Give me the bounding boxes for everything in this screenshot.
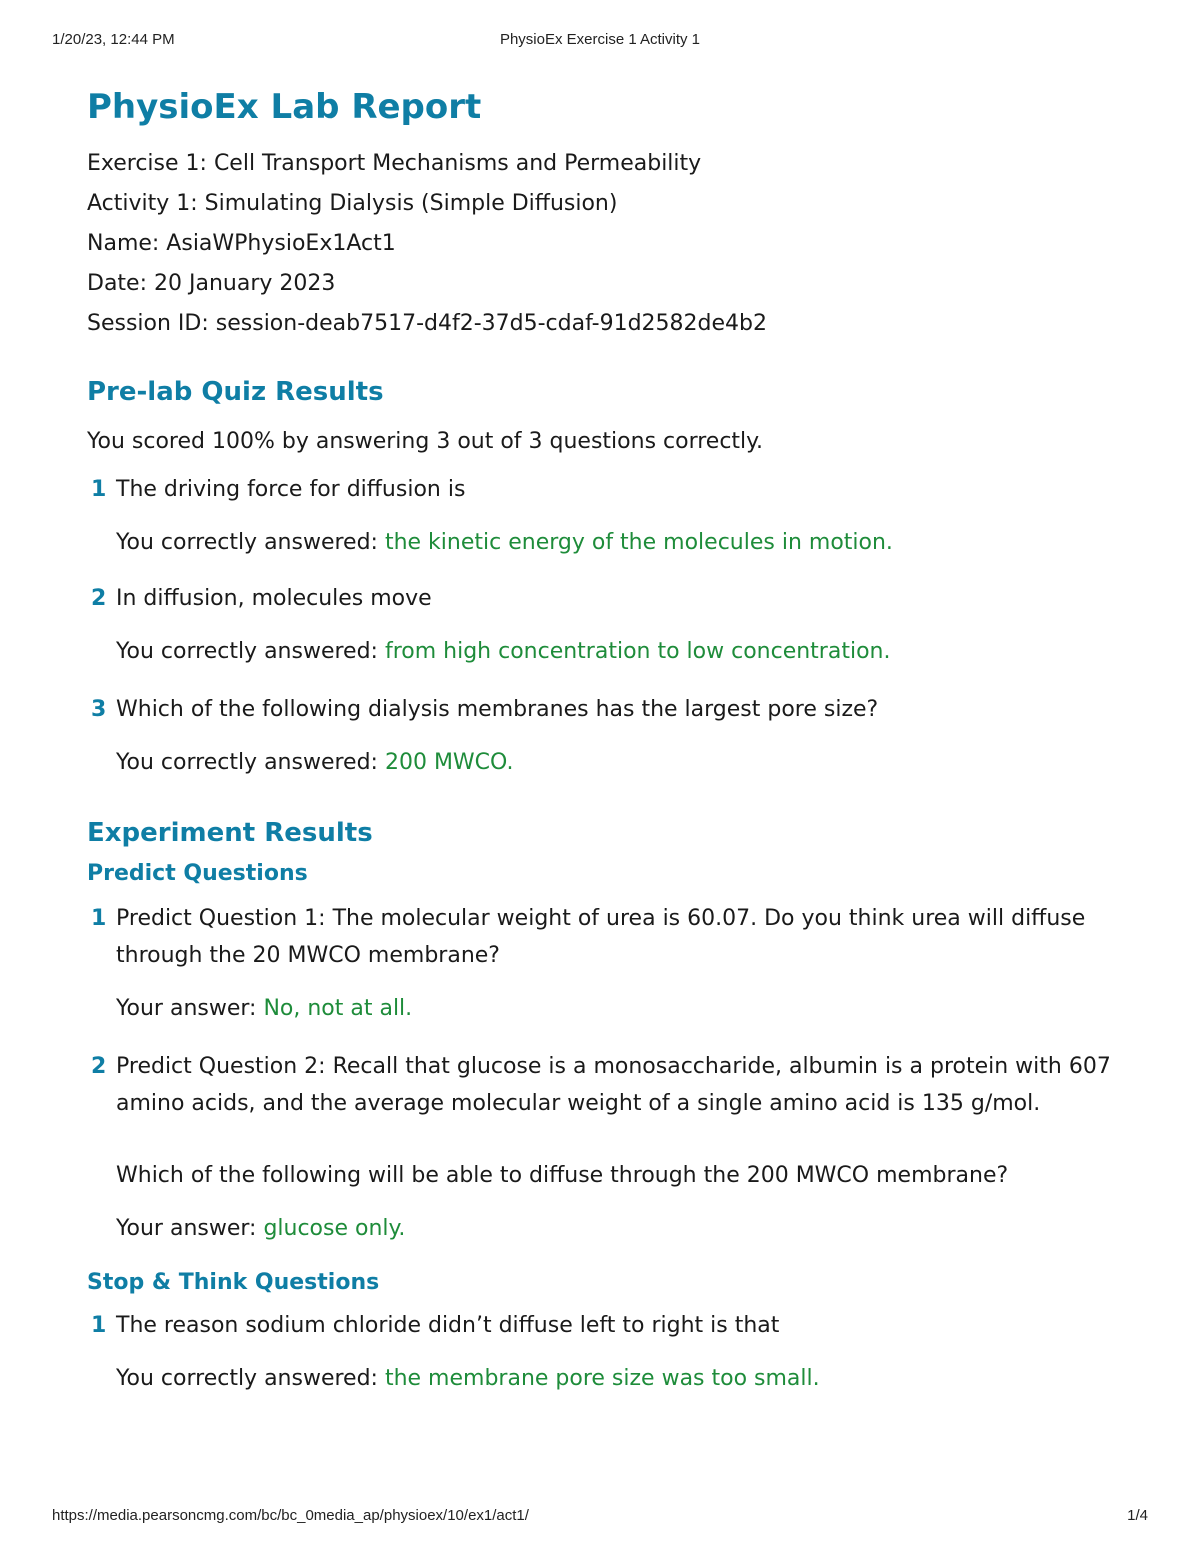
answer-label: You correctly answered: xyxy=(116,639,385,664)
question-text: Predict Question 1: The molecular weight of urea is 60.07. Do you think urea will diffuse through the 20 MWCO membrane? xyxy=(116,906,1086,968)
question-text: In diffusion, molecules move xyxy=(116,586,432,611)
print-page-number: 1/4 xyxy=(1127,1507,1148,1524)
prelab-question xyxy=(87,471,1127,561)
question-answer xyxy=(116,990,1127,1027)
predict-question xyxy=(87,900,1127,1027)
question-number: 1 xyxy=(91,1313,107,1338)
report-meta xyxy=(87,144,1127,344)
question-number: 1 xyxy=(91,477,107,502)
stop-think-question xyxy=(87,1307,1127,1397)
question-answer xyxy=(116,1360,1127,1397)
answer-value: the membrane pore size was too small. xyxy=(384,1366,820,1391)
stop-think-heading: Stop & Think Questions xyxy=(87,1270,380,1295)
question-text: Predict Question 2: Recall that glucose is a monosaccharide, albumin is a protein with 607 amino acids, and the average molecular weight of a single amino acid is 135 g/mol. xyxy=(116,1054,1111,1116)
predict-question xyxy=(87,1048,1127,1247)
prelab-score: You scored 100% by answering 3 out of 3 questions correctly. xyxy=(87,429,764,454)
exercise-line: Exercise 1: Cell Transport Mechanisms and Permeability xyxy=(87,151,702,176)
experiment-results-heading: Experiment Results xyxy=(87,818,373,848)
question-number: 2 xyxy=(91,1054,107,1079)
predict-questions-heading: Predict Questions xyxy=(87,861,308,886)
question-answer xyxy=(116,1210,1127,1247)
answer-label: You correctly answered: xyxy=(116,750,385,775)
answer-value: No, not at all. xyxy=(263,996,413,1021)
question-number: 3 xyxy=(91,697,107,722)
activity-line: Activity 1: Simulating Dialysis (Simple Diffusion) xyxy=(87,191,618,216)
question-number: 2 xyxy=(91,586,107,611)
print-url[interactable]: https://media.pearsoncmg.com/bc/bc_0media_ap/physioex/10/ex1/act1/ xyxy=(52,1507,529,1524)
answer-value: from high concentration to low concentration. xyxy=(384,639,891,664)
name-line: Name: AsiaWPhysioEx1Act1 xyxy=(87,231,396,256)
print-page-title: PhysioEx Exercise 1 Activity 1 xyxy=(499,31,701,48)
question-number: 1 xyxy=(91,906,107,931)
date-line: Date: 20 January 2023 xyxy=(87,271,336,296)
prelab-question xyxy=(87,691,1127,781)
question-answer xyxy=(116,744,1127,781)
question-answer xyxy=(116,524,1127,561)
prelab-heading: Pre-lab Quiz Results xyxy=(87,377,384,407)
prelab-question xyxy=(87,580,1127,670)
question-answer xyxy=(116,633,1127,670)
question-text: The reason sodium chloride didn’t diffuse left to right is that xyxy=(116,1313,780,1338)
print-header xyxy=(52,31,1148,49)
report-content xyxy=(87,84,1127,1397)
answer-value: 200 MWCO. xyxy=(384,750,514,775)
answer-label: Your answer: xyxy=(116,996,264,1021)
answer-value: the kinetic energy of the molecules in motion. xyxy=(384,530,893,555)
question-followup: Which of the following will be able to diffuse through the 200 MWCO membrane? xyxy=(116,1163,1009,1188)
print-datetime: 1/20/23, 12:44 PM xyxy=(52,31,175,48)
answer-label: You correctly answered: xyxy=(116,1366,385,1391)
print-footer xyxy=(52,1507,1148,1525)
question-text: Which of the following dialysis membranes has the largest pore size? xyxy=(116,697,879,722)
session-id-line: Session ID: session-deab7517-d4f2-37d5-cdaf-91d2582de4b2 xyxy=(87,311,767,336)
question-text: The driving force for diffusion is xyxy=(116,477,466,502)
answer-label: You correctly answered: xyxy=(116,530,385,555)
answer-label: Your answer: xyxy=(116,1216,264,1241)
answer-value: glucose only. xyxy=(263,1216,406,1241)
report-title: PhysioEx Lab Report xyxy=(87,87,482,127)
